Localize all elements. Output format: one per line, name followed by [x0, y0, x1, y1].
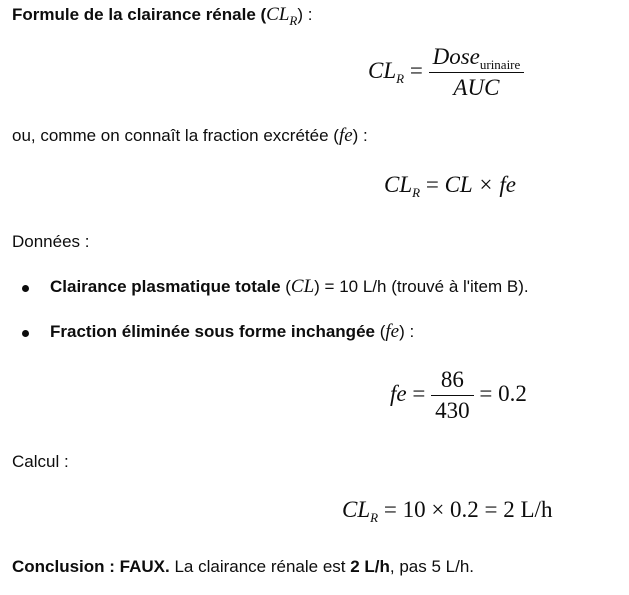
equation-fe: fe = $\frac{86}{430}$ = 0.2: [390, 367, 527, 423]
bullet-item-fe: Fraction éliminée sous forme inchangée (fe) :: [50, 321, 415, 342]
conclusion: Conclusion : FAUX. La clairance rénale est 2 L/h, pas 5 L/h.: [12, 557, 475, 576]
bullet-dot: [22, 285, 29, 292]
section-heading: Formule de la clairance rénale $(CL_R)$ :: [12, 4, 313, 28]
heading-var: CL: [266, 4, 290, 25]
calcul-label: Calcul :: [12, 452, 69, 471]
equation-result: $CL_R = 10 \times 0.2 = 2$ L/h: [342, 497, 553, 525]
bullet-dot: [22, 330, 29, 337]
bullet-item-cl: Clairance plasmatique totale (CL) = 10 L/h (trouvé à l'item B).: [50, 276, 529, 297]
fraction: $\frac{Dose_{urinaire}}{\text{AUC}}$: [429, 44, 525, 101]
donnees-label: Données :: [12, 232, 90, 251]
equation-renal-clearance: $CL_R$ = $\frac{Dose_{urinaire}}{\text{AUC}}$: [368, 44, 524, 101]
fraction: $\frac{86}{430}$: [431, 367, 474, 424]
alt-formula-intro: ou, comme on connaît la fraction excrétée (fe) :: [12, 125, 368, 146]
equation-clr-cl-fe: $CL_R$ = CL × fe: [384, 172, 516, 200]
